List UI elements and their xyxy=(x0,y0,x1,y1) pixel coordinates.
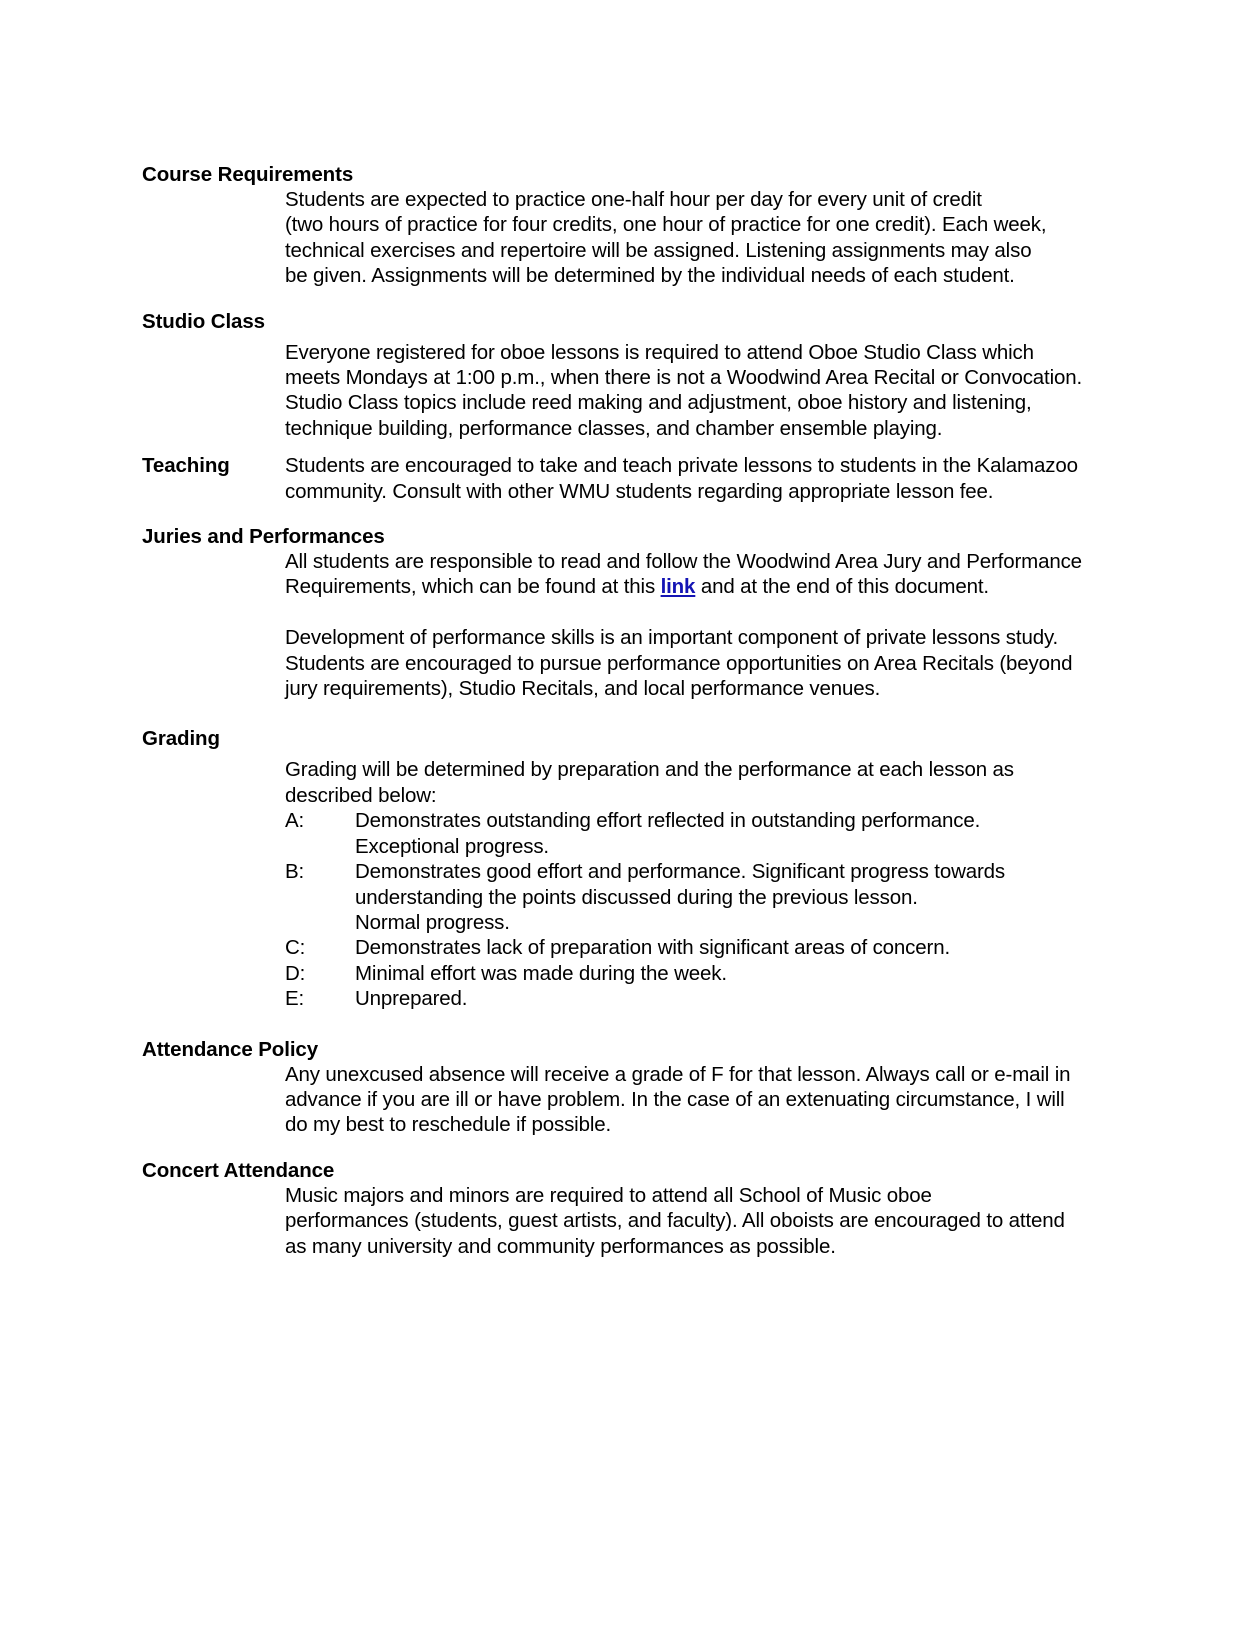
section-teaching xyxy=(142,453,1082,504)
text-line: community. Consult with other WMU students regarding appropriate lesson fee. xyxy=(285,479,994,503)
grade-row xyxy=(285,961,1082,986)
section-body-course-requirements xyxy=(285,187,1082,289)
section-body-attendance-policy xyxy=(285,1062,1082,1138)
paragraph xyxy=(285,1183,1082,1259)
text-line: Studio Class topics include reed making and adjustment, oboe history and listening, xyxy=(285,391,1032,415)
section-juries-and-performances xyxy=(142,524,1082,701)
section-course-requirements xyxy=(142,162,1082,289)
section-body-studio-class xyxy=(285,340,1082,442)
section-heading-concert-attendance: Concert Attendance xyxy=(142,1158,335,1182)
grade-row xyxy=(285,986,1082,1011)
grade-row xyxy=(285,808,1082,859)
grade-row xyxy=(285,859,1082,935)
section-body-juries-and-performances xyxy=(285,549,1082,701)
section-body-grading xyxy=(285,757,1082,1011)
text-line: described below: xyxy=(285,783,437,807)
text-line: Students are encouraged to take and teach private lessons to students in the Kalamazoo xyxy=(285,454,1078,478)
link-line-suffix: and at the end of this document. xyxy=(695,575,989,599)
spacer xyxy=(142,504,1082,524)
text-line: Minimal effort was made during the week. xyxy=(355,961,727,985)
section-studio-class xyxy=(142,309,1082,442)
spacer xyxy=(142,441,1082,453)
section-heading-grading: Grading xyxy=(142,727,220,751)
paragraph xyxy=(285,187,1082,289)
grade-row xyxy=(285,935,1082,960)
section-heading-juries-and-performances: Juries and Performances xyxy=(142,525,385,549)
text-line: Demonstrates good effort and performance. Significant progress towards xyxy=(355,860,1006,884)
section-body-concert-attendance xyxy=(285,1183,1082,1259)
text-line: advance if you are ill or have problem. In the case of an extenuating circumstance, I will xyxy=(285,1087,1065,1111)
text-line: Normal progress. xyxy=(355,910,510,934)
link-line-prefix: Requirements, which can be found at this xyxy=(285,575,661,599)
spacer xyxy=(142,1138,1082,1158)
spacer xyxy=(142,289,1082,309)
grade-description xyxy=(355,859,1082,935)
text-line: Music majors and minors are required to attend all School of Music oboe xyxy=(285,1183,932,1207)
text-line: Unprepared. xyxy=(355,987,468,1011)
paragraph xyxy=(285,453,1082,504)
grade-description xyxy=(355,808,1082,859)
text-line-with-link xyxy=(285,574,1082,599)
text-line: Everyone registered for oboe lessons is required to attend Oboe Studio Class which xyxy=(285,340,1034,364)
paragraph xyxy=(285,340,1082,442)
document-body xyxy=(142,162,1082,1259)
grade-key: D: xyxy=(285,961,306,985)
text-line: Development of performance skills is an important component of private lessons study. xyxy=(285,626,1059,650)
spacer xyxy=(142,1012,1082,1037)
grade-key: A: xyxy=(285,809,305,833)
grade-description xyxy=(355,935,1082,960)
section-grading xyxy=(142,726,1082,1011)
text-line: meets Mondays at 1:00 p.m., when there is not a Woodwind Area Recital or Convocation. xyxy=(285,366,1083,390)
spacer xyxy=(285,600,1082,625)
paragraph xyxy=(285,625,1082,701)
section-concert-attendance xyxy=(142,1158,1082,1259)
section-heading-studio-class: Studio Class xyxy=(142,309,265,333)
text-line: Students are expected to practice one-half hour per day for every unit of credit xyxy=(285,188,982,211)
text-line: understanding the points discussed during the previous lesson. xyxy=(355,885,918,909)
text-line: Grading will be determined by preparation and the performance at each lesson as xyxy=(285,758,1014,782)
text-line: All students are responsible to read and follow the Woodwind Area Jury and Performance xyxy=(285,550,1082,574)
text-line: Demonstrates lack of preparation with significant areas of concern. xyxy=(355,936,951,960)
grade-description xyxy=(355,961,1082,986)
paragraph xyxy=(285,549,1082,600)
text-line: jury requirements), Studio Recitals, and local performance venues. xyxy=(285,677,881,701)
text-line: do my best to reschedule if possible. xyxy=(285,1113,612,1137)
paragraph xyxy=(285,757,1082,808)
grade-key: C: xyxy=(285,936,306,960)
text-line: technical exercises and repertoire will be assigned. Listening assignments may also xyxy=(285,238,1032,262)
grade-key: E: xyxy=(285,987,305,1011)
paragraph xyxy=(285,1062,1082,1138)
text-line: Exceptional progress. xyxy=(355,834,549,858)
section-attendance-policy xyxy=(142,1037,1082,1138)
text-line: be given. Assignments will be determined by the individual needs of each student. xyxy=(285,264,1015,288)
grading-scale-list xyxy=(285,808,1082,1011)
section-heading-teaching: Teaching xyxy=(142,454,230,478)
text-line: Demonstrates outstanding effort reflected in outstanding performance. xyxy=(355,809,981,833)
spacer xyxy=(142,701,1082,726)
text-line: performances (students, guest artists, and faculty). All oboists are encouraged to attend xyxy=(285,1209,1065,1233)
text-line: as many university and community performances as possible. xyxy=(285,1234,836,1258)
grade-description xyxy=(355,986,1082,1011)
section-heading-attendance-policy: Attendance Policy xyxy=(142,1037,319,1061)
jury-requirements-link[interactable]: link xyxy=(660,575,696,599)
text-line: Any unexcused absence will receive a grade of F for that lesson. Always call or e-mail in xyxy=(285,1062,1071,1086)
grade-key: B: xyxy=(285,860,305,884)
text-line: Students are encouraged to pursue performance opportunities on Area Recitals (beyond xyxy=(285,651,1073,675)
text-line: technique building, performance classes, and chamber ensemble playing. xyxy=(285,416,943,440)
section-heading-course-requirements: Course Requirements xyxy=(142,163,354,186)
text-line: (two hours of practice for four credits, one hour of practice for one credit). Each week, xyxy=(285,213,1047,237)
